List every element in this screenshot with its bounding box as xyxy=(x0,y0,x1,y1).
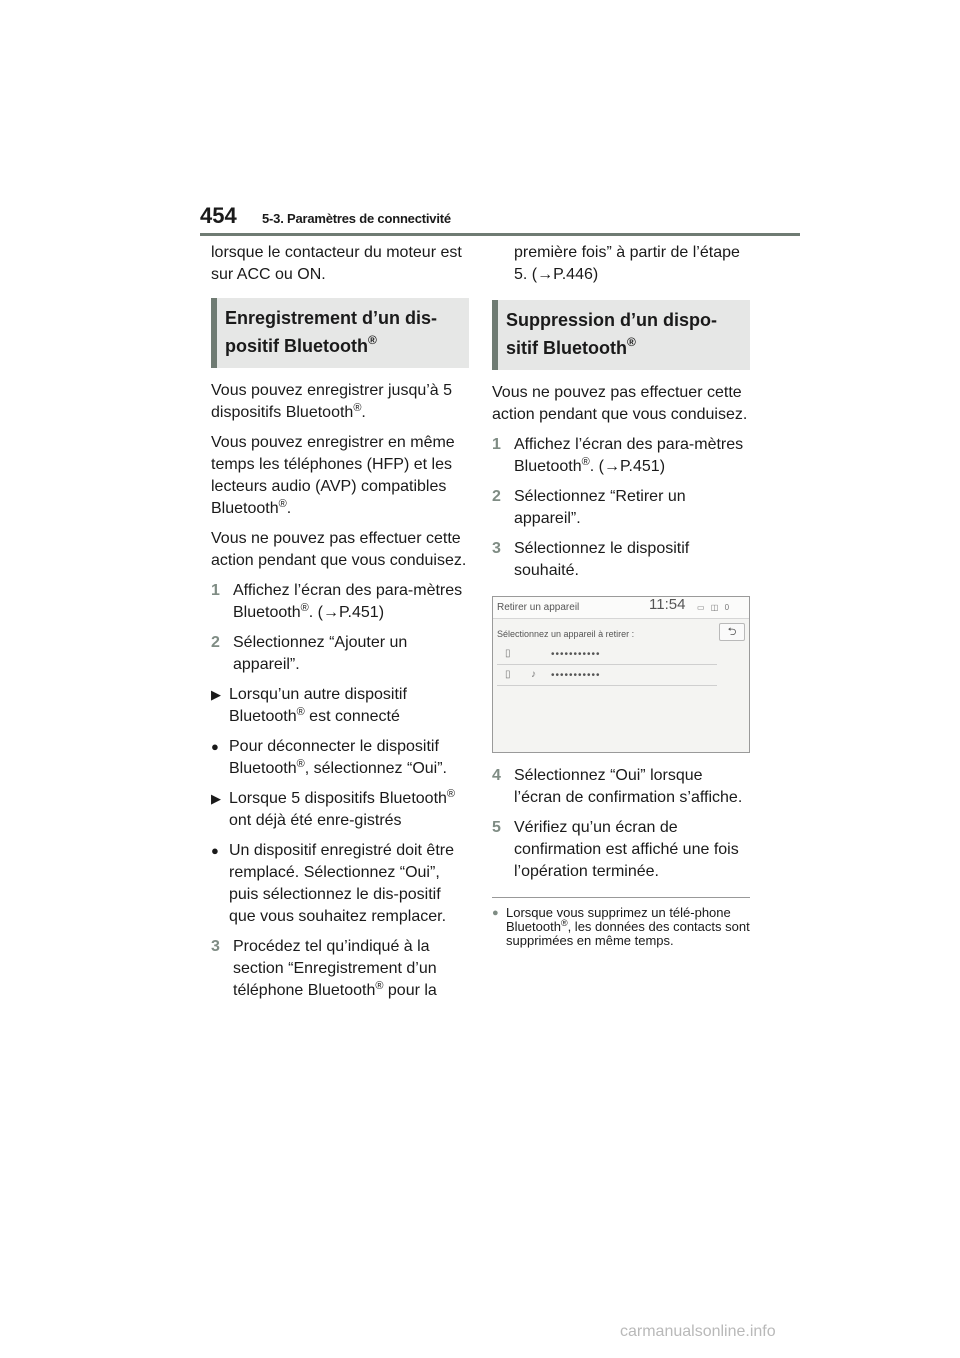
section-heading-register xyxy=(211,298,469,368)
registered-mark: ® xyxy=(367,333,377,347)
step-5: 5 Vérifiez qu’un écran de confirmation est affiché une fois l’opération terminée. xyxy=(492,819,739,880)
device-name: ••••••••••• xyxy=(551,649,601,660)
remove-device-screen xyxy=(492,596,750,753)
page-number: 454 xyxy=(200,203,237,228)
paragraph-driving: Vous ne pouvez pas effectuer cette action pendant que vous conduisez. xyxy=(492,384,748,423)
step-number: 1 xyxy=(492,436,501,453)
back-button[interactable]: ⮌ xyxy=(719,623,745,641)
step-2: 2 Sélectionnez “Ajouter un appareil”. xyxy=(211,634,408,673)
screen-clock: 11:54 xyxy=(649,596,686,613)
heading-line-2: positif Bluetooth xyxy=(225,336,368,356)
header-rule xyxy=(200,233,800,236)
continuation-text: première fois” à partir de l’étape 5. (→P.446) xyxy=(514,244,740,283)
note: ● Lorsque vous supprimez un télé-phone Bluetooth®, les données des contacts sont supprimées en même temps. xyxy=(492,905,750,948)
heading-line-1: Suppression d’un dispo- xyxy=(506,310,717,330)
left-column xyxy=(211,242,469,1010)
registered-mark: ® xyxy=(626,335,636,349)
screen-title: Retirer un appareil xyxy=(497,602,580,613)
step-number: 5 xyxy=(492,819,501,836)
section-label: 5-3. Paramètres de connectivité xyxy=(262,211,451,226)
section-heading-delete xyxy=(492,300,750,370)
condition-full: ▶ Lorsque 5 dispositifs Bluetooth® ont déjà été enre-gistrés xyxy=(211,788,456,829)
step-2: 2 Sélectionnez “Retirer un appareil”. xyxy=(492,488,686,527)
status-icons: ▭ ◫ 0 xyxy=(697,603,732,612)
right-column xyxy=(492,242,750,948)
step-number: 3 xyxy=(211,938,220,955)
step-1: 1 Affichez l’écran des para-mètres Bluetooth®. (→P.451) xyxy=(492,436,744,475)
bullet-replace: ● Un dispositif enregistré doit être remplacé. Sélectionnez “Oui”, puis sélectionnez le dis-positif que vous souhaitez remplacer. xyxy=(211,842,454,925)
bullet-disconnect: ● Pour déconnecter le dispositif Bluetooth®, sélectionnez “Oui”. xyxy=(211,738,447,777)
intro-text: lorsque le contacteur du moteur est sur ACC ou ON. xyxy=(211,244,462,283)
device-name: ••••••••••• xyxy=(551,670,601,681)
paragraph-limit: Vous pouvez enregistrer jusqu’à 5 dispositifs Bluetooth®. xyxy=(211,382,453,421)
step-number: 1 xyxy=(211,582,220,599)
phone-icon: ▯ xyxy=(505,648,511,659)
device-row[interactable] xyxy=(497,645,717,665)
step-4: 4 Sélectionnez “Oui” lorsque l’écran de confirmation s’affiche. xyxy=(492,767,743,806)
paragraph-driving: Vous ne pouvez pas effectuer cette action pendant que vous conduisez. xyxy=(211,530,467,569)
watermark: carmanualsonline.info xyxy=(620,1323,776,1340)
screen-prompt: Sélectionnez un appareil à retirer : xyxy=(497,629,635,639)
step-number: 2 xyxy=(211,634,220,651)
triangle-icon: ▶ xyxy=(211,791,221,806)
triangle-icon: ▶ xyxy=(211,687,221,702)
device-row[interactable] xyxy=(497,666,717,686)
heading-line-1: Enregistrement d’un dis- xyxy=(225,308,438,328)
bullet-icon: ● xyxy=(211,739,219,754)
step-number: 3 xyxy=(492,540,501,557)
phone-icon: ▯ xyxy=(505,669,511,680)
step-number: 2 xyxy=(492,488,501,505)
condition-connected: ▶ Lorsqu’un autre dispositif Bluetooth® est connecté xyxy=(211,686,407,725)
step-3: 3 Sélectionnez le dispositif souhaité. xyxy=(492,540,690,579)
note-bullet-icon: ● xyxy=(492,907,499,919)
bullet-icon: ● xyxy=(211,843,219,858)
step-3: 3 Procédez tel qu’indiqué à la section “Enregistrement d’un téléphone Bluetooth® pour la xyxy=(211,938,437,999)
heading-line-2: sitif Bluetooth xyxy=(506,338,627,358)
step-1: 1 Affichez l’écran des para-mètres Bluetooth®. (→P.451) xyxy=(211,582,463,621)
note-divider xyxy=(492,897,750,898)
music-note-icon: ♪ xyxy=(531,669,536,680)
step-number: 4 xyxy=(492,767,501,784)
paragraph-profiles: Vous pouvez enregistrer en même temps les téléphones (HFP) et les lecteurs audio (AVP) compatibles Bluetooth®. xyxy=(211,434,455,517)
